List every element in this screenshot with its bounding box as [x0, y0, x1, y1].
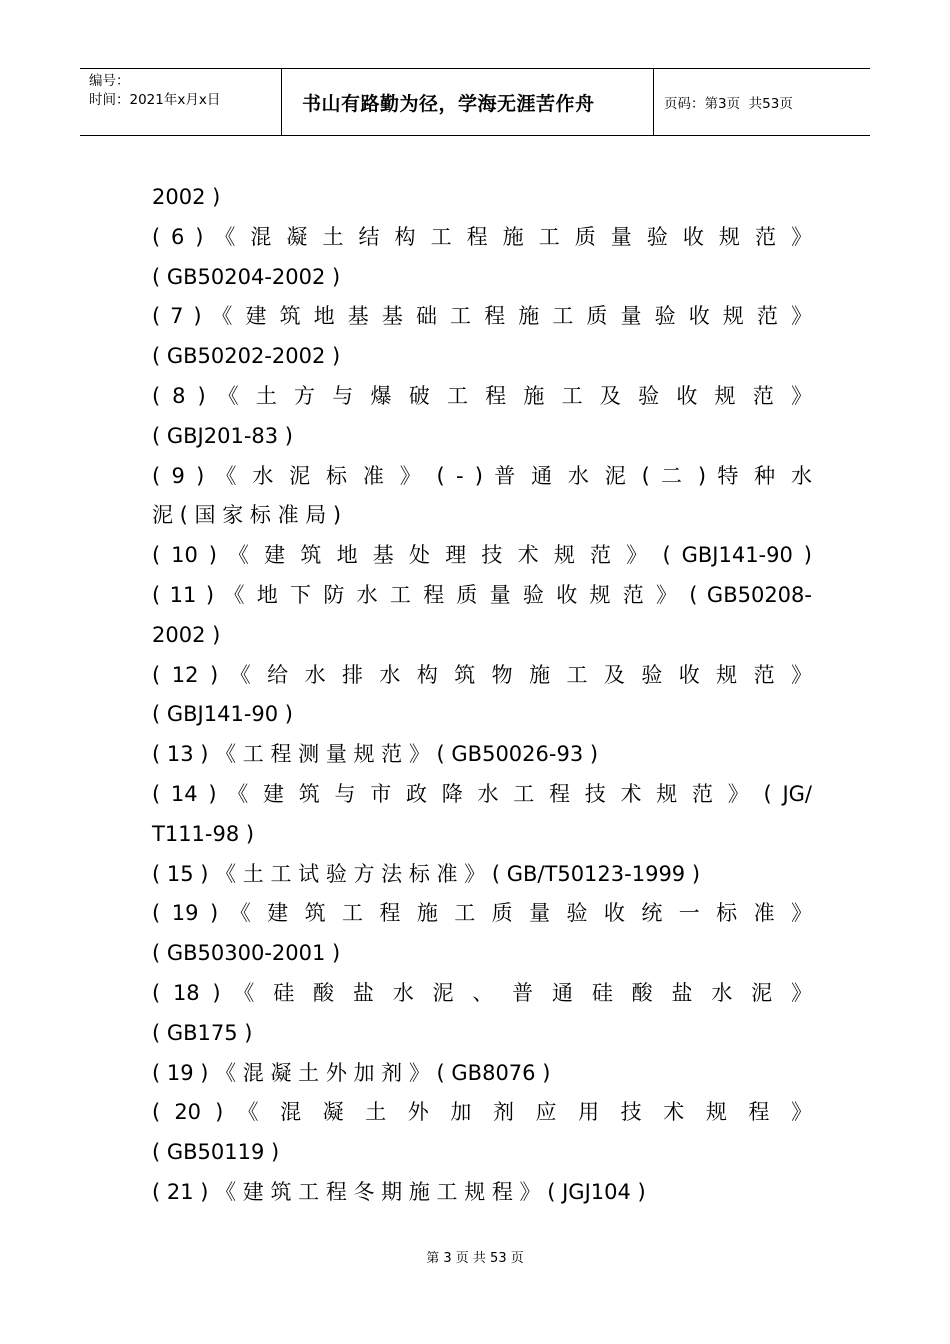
text-line-16: ( 14 ) 《 建 筑 与 市 政 降 水 工 程 技 术 规 范 》 ( JG/: [152, 781, 812, 806]
text-line-9: 泥 ( 国 家 标 准 局 ): [152, 503, 342, 528]
document-body: [152, 178, 812, 1213]
text-line-15: ( 13 ) 《 工 程 测 量 规 范 》 ( GB50026-93 ): [152, 742, 599, 767]
text-line-7: ( GBJ201-83 ): [152, 423, 293, 448]
text-line-24: ( 20 ) 《 混 凝 土 外 加 剂 应 用 技 术 规 程 》: [152, 1100, 812, 1125]
page-footer: 第 3 页 共 53 页: [426, 1251, 524, 1266]
text-line-19: ( 19 ) 《 建 筑 工 程 施 工 质 量 验 收 统 一 标 准 》: [152, 901, 812, 926]
text-line-18: ( 15 ) 《 土 工 试 验 方 法 标 准 》 ( GB/T50123-1999 ): [152, 861, 701, 886]
text-line-21: ( 18 ) 《 硅 酸 盐 水 泥 、 普 通 硅 酸 盐 水 泥 》: [152, 980, 812, 1005]
header-meta: [80, 69, 282, 135]
text-line-26: ( 21 ) 《 建 筑 工 程 冬 期 施 工 规 程 》 ( JGJ104 ): [152, 1179, 646, 1204]
text-line-3: ( GB50204-2002 ): [152, 264, 341, 289]
text-line-8: ( 9 ) 《 水 泥 标 准 》 ( - ) 普 通 水 泥 ( 二 ) 特 种 水: [152, 463, 812, 488]
header-page-info: 页码：第3页 共53页: [664, 96, 793, 112]
text-line-22: ( GB175 ): [152, 1020, 253, 1045]
text-line-5: ( GB50202-2002 ): [152, 344, 341, 369]
text-line-2: ( 6 ) 《 混 凝 土 结 构 工 程 施 工 质 量 验 收 规 范 》: [152, 224, 812, 249]
text-line-25: ( GB50119 ): [152, 1140, 280, 1165]
text-line-10: ( 10 ) 《 建 筑 地 基 处 理 技 术 规 范 》 ( GBJ141-90 ): [152, 543, 812, 568]
header-motto: 书山有路勤为径，学海无涯苦作舟: [282, 69, 654, 135]
page-header: [80, 68, 870, 136]
text-line-12: 2002 ): [152, 622, 221, 647]
text-line-13: ( 12 ) 《 给 水 排 水 构 筑 物 施 工 及 验 收 规 范 》: [152, 662, 812, 687]
text-line-11: ( 11 ) 《 地 下 防 水 工 程 质 量 验 收 规 范 》 ( GB50208-: [152, 582, 812, 607]
time-label: 时间：2021年x月x日: [89, 92, 221, 108]
text-line-17: T111-98 ): [152, 821, 255, 846]
number-label: 编号：: [89, 73, 130, 89]
text-line-6: ( 8 ) 《 土 方 与 爆 破 工 程 施 工 及 验 收 规 范 》: [152, 383, 812, 408]
text-line-1: 2002 ): [152, 185, 221, 209]
text-line-14: ( GBJ141-90 ): [152, 702, 293, 727]
text-line-23: ( 19 ) 《 混 凝 土 外 加 剂 》 ( GB8076 ): [152, 1060, 551, 1085]
text-line-20: ( GB50300-2001 ): [152, 941, 341, 966]
text-line-4: ( 7 ) 《 建 筑 地 基 基 础 工 程 施 工 质 量 验 收 规 范 》: [152, 304, 812, 329]
